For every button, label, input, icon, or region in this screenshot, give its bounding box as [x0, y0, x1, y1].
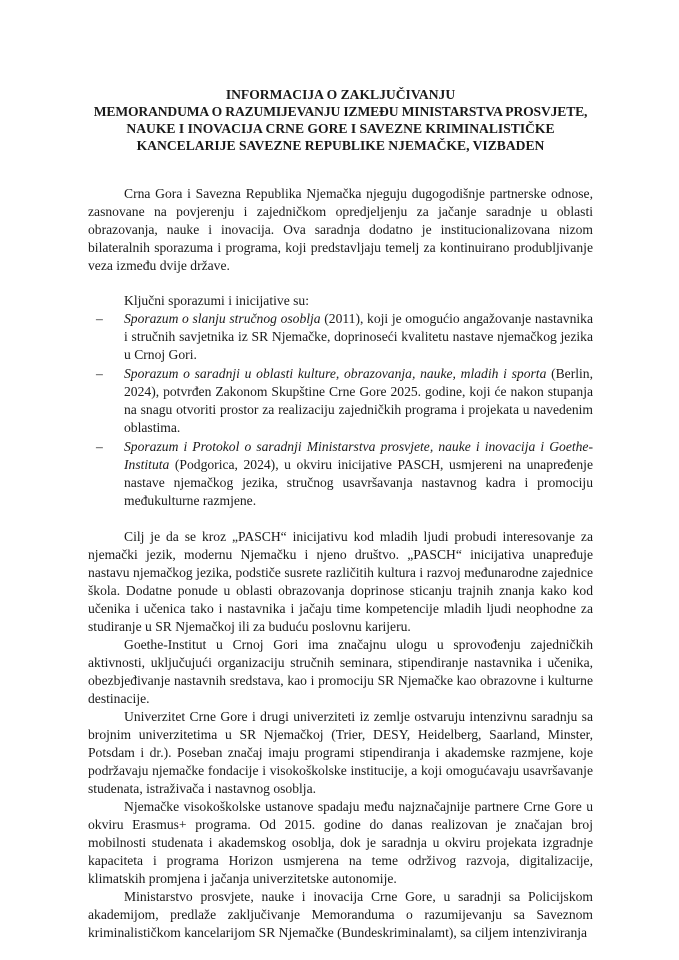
document-page — [88, 86, 593, 942]
title-line: INFORMACIJA O ZAKLJUČIVANJU — [225, 87, 456, 102]
pasch-paragraph: Cilj je da se kroz „PASCH“ inicijativu kod mladih ljudi probudi interesovanje za njemački jezik, modernu Njemačku i njeno društvo. „PASCH“ inicijativa unapređuje nastavu njemačkog jezika, podstiče susrete različitih kultura i razvoj međunarodne zajednice škola. Dodatne ponude u oblasti obrazovanja doprinose sticanju trajnih znanja kako kod učenika i učenica tako i nastavnika i jačaju time kompetencije mladih ljudi neophodne za studiranje u SR Njemačkoj ili za buduću poslovnu karijeru. — [88, 529, 593, 634]
erasmus-paragraph: Njemačke visokoškolske ustanove spadaju među najznačajnije partnere Crne Gore u okviru Erasmus+ programa. Od 2015. godine do danas realizovan je značajan broj mobilnosti studenata i akademskog osoblja, dok je saradnja u okviru projekata izgradnje kapaciteta i programa Horizon usmjerena na teme održivog razvoja, digitalizacije, klimatskih promjena i jačanja univerzitetske autonomije. — [88, 799, 593, 886]
agreement-text: (2011), koji je omogućio angažovanje nastavnika i stručnih savjetnika iz SR Njemačke, doprinoseći kvalitetu nastave njemačkog jezika u Crnoj Gori. — [124, 311, 593, 362]
document-title — [88, 86, 593, 154]
agreements-list — [88, 310, 593, 510]
agreement-item — [88, 438, 593, 510]
agreements-lead: Ključni sporazumi i inicijative su: — [124, 293, 309, 308]
agreement-text: (Podgorica, 2024), u okviru inicijative PASCH, usmjereni na unapređenje nastave njemačkog jezika, stručnog usavršavanja nastavnog kadra i promociju međukulturne razmjene. — [124, 457, 593, 508]
title-line: MEMORANDUMA O RAZUMIJEVANJU IZMEĐU MINISTARSTVA PROSVJETE, — [93, 104, 588, 119]
dash-bullet-icon: – — [96, 311, 103, 326]
agreement-title: Sporazum o saradnji u oblasti kulture, obrazovanja, nauke, mladih i sporta — [124, 366, 547, 381]
agreement-text: (Berlin, 2024), potvrđen Zakonom Skupštine Crne Gore 2025. godine, koji će nakon stupanja na snagu otvoriti prostor za realizaciju zajedničkih programa i projekata u navedenim oblastima. — [124, 366, 593, 435]
agreement-title: Sporazum i Protokol o saradnji Ministarstva prosvjete, nauke i inovacija i Goethe-Instituta — [124, 439, 593, 472]
dash-bullet-icon: – — [96, 439, 103, 454]
spacer — [88, 511, 593, 528]
intro-paragraph: Crna Gora i Savezna Republika Njemačka njeguju dugogodišnje partnerske odnose, zasnovane na povjerenju i zajedničkom opredjeljenju za jačanje saradnje u oblasti obrazovanja, nauke i inovacija. Ova saradnja dodatno je institucionalizovana nizom bilateralnih sporazuma i programa, koji predstavljaju temelj za kontinuirano produbljivanje veza između dvije države. — [88, 186, 593, 273]
goethe-paragraph: Goethe-Institut u Crnoj Gori ima značajnu ulogu u sprovođenju zajedničkih aktivnosti, uključujući organizaciju stručnih seminara, stipendiranje nastavnika i učenika, obezbjeđivanje nastavnih sredstava, kao i promociju SR Njemačke kao obrazovne i kulturne destinacije. — [88, 637, 593, 706]
agreement-item — [88, 365, 593, 437]
dash-bullet-icon: – — [96, 366, 103, 381]
ministry-paragraph: Ministarstvo prosvjete, nauke i inovacija Crne Gore, u saradnji sa Policijskom akademijom, predlaže zaključivanje Memoranduma o razumijevanju sa Saveznom kriminalističkom kancelarijom SR Njemačke (Bundeskriminalamt), sa ciljem intenziviranja — [88, 889, 593, 940]
agreement-item — [88, 310, 593, 364]
university-paragraph: Univerzitet Crne Gore i drugi univerziteti iz zemlje ostvaruju intenzivnu saradnju sa brojnim univerzitetima u SR Njemačkoj (Trier, DESY, Heidelberg, Saarland, Minster, Potsdam i dr.). Poseban značaj imaju programi stipendiranja i akademske razmjene, koje podržavaju njemačke fondacije i visokoškolske institucije, a koji omogućavaju usavršavanje studenata, istraživača i nastavnog osoblja. — [88, 709, 593, 796]
agreement-title: Sporazum o slanju stručnog osoblja — [124, 311, 321, 326]
title-line: KANCELARIJE SAVEZNE REPUBLIKE NJEMAČKE, VIZBADEN — [136, 138, 545, 153]
document-body — [88, 185, 593, 942]
title-line: NAUKE I INOVACIJA CRNE GORE I SAVEZNE KRIMINALISTIČKE — [126, 121, 555, 136]
